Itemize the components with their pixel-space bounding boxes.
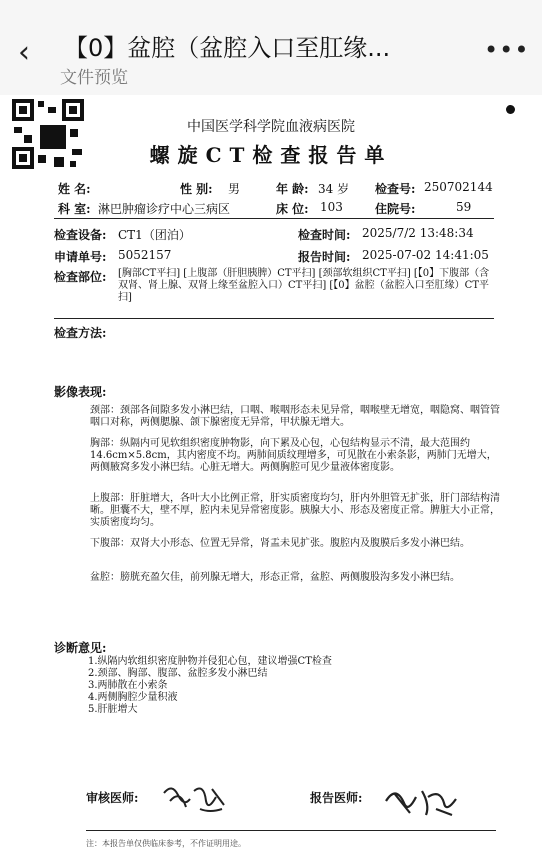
reviewer-signature	[160, 779, 230, 819]
name-label: 姓 名:	[58, 182, 91, 196]
device-value: CT1（团泊）	[118, 228, 191, 242]
bed-value: 103	[320, 200, 343, 214]
findings-neck: 颈部：颈部各间隙多发小淋巴结，口咽、喉咽形态未见异常，咽喉壁无增宽，咽隐窝、咽管管咽口对称，两侧腮腺、颌下腺密度无异常，甲状腺无增大。	[90, 405, 500, 428]
list-item: 4.两侧胸腔少量积液	[88, 692, 178, 703]
divider	[54, 318, 494, 319]
report-page	[0, 95, 542, 856]
back-chevron-icon[interactable]: ‹	[18, 35, 30, 70]
findings-label: 影像表现:	[54, 385, 107, 399]
list-item: 5.肝脏增大	[88, 704, 138, 715]
bullet-dot	[506, 105, 515, 114]
divider	[54, 218, 494, 219]
list-item: 2.颈部、胸部、腹部、盆腔多发小淋巴结	[88, 668, 268, 679]
reviewer-label: 审核医师:	[86, 791, 139, 805]
reporter-signature	[382, 783, 462, 821]
document-title: 【0】盆腔（盆腔入口至肛缘...	[64, 34, 391, 62]
inpatient-value: 59	[456, 200, 472, 214]
parts-label: 检查部位:	[54, 270, 107, 284]
request-no-value: 5052157	[118, 248, 172, 262]
age-value: 34 岁	[318, 182, 350, 196]
diagnosis-label: 诊断意见:	[54, 641, 107, 655]
dept-value: 淋巴肿瘤诊疗中心三病区	[98, 202, 231, 216]
bed-label: 床 位:	[276, 202, 309, 216]
exam-no-value: 250702144	[424, 180, 493, 194]
divider	[86, 830, 496, 831]
report-title: 螺旋CT检查报告单	[149, 143, 393, 167]
report-time-value: 2025-07-02 14:41:05	[362, 248, 489, 262]
hospital-name: 中国医学科学院血液病医院	[187, 119, 355, 135]
more-dots-icon[interactable]: •••	[484, 36, 530, 64]
findings-upper-abdomen: 上腹部：肝脏增大，各叶大小比例正常，肝实质密度均匀，肝内外胆管无扩张，肝门部结构清晰。胆囊不大，壁不厚，腔内未见异常密度影。胰腺大小、形态及密度正常。脾脏大小正常，实质密度均匀。	[90, 493, 500, 528]
findings-lower-abdomen: 下腹部：双肾大小形态、位置无异常，肾盂未见扩张。腹腔内及腹膜后多发小淋巴结。	[90, 538, 470, 549]
list-item: 3.两肺散在小索条	[88, 680, 168, 691]
request-no-label: 申请单号:	[54, 250, 107, 264]
exam-time-value: 2025/7/2 13:48:34	[362, 226, 474, 240]
inpatient-label: 住院号:	[375, 202, 416, 216]
device-label: 检查设备:	[54, 228, 107, 242]
file-preview-label: 文件预览	[60, 68, 128, 88]
age-label: 年 龄:	[276, 182, 309, 196]
gender-label: 性 别:	[180, 182, 213, 196]
exam-no-label: 检查号:	[375, 182, 416, 196]
diagnosis-list	[88, 656, 332, 716]
findings-chest: 胸部：纵隔内可见软组织密度肿物影，向下累及心包，心包结构显示不清，最大范围约14.6cm×5.8cm，其内密度不均。两肺间质纹理增多，可见散在小索条影，两肺门无增大，两侧腋窝多发小淋巴结。心脏无增大。两侧胸腔可见少量液体密度影。	[90, 438, 497, 473]
list-item: 1.纵隔内软组织密度肿物并侵犯心包，建议增强CT检查	[88, 656, 332, 667]
method-label: 检查方法:	[54, 326, 107, 340]
footer-note: 注：本报告单仅供临床参考，不作证明用途。	[86, 839, 246, 848]
exam-time-label: 检查时间:	[298, 228, 351, 242]
dept-label: 科 室:	[58, 202, 91, 216]
parts-value: [胸部CT平扫] [上腹部（肝胆胰脾）CT平扫] [颈部软组织CT平扫] [【0】下腹部（含双肾、肾上腺、双肾上缘至盆腔入口）CT平扫] [【0】盆腔（盆腔入口至肛缘）CT平扫]	[118, 268, 490, 303]
report-time-label: 报告时间:	[298, 250, 351, 264]
findings-pelvis: 盆腔：膀胱充盈欠佳，前列腺无增大，形态正常，盆腔、两侧腹股沟多发小淋巴结。	[90, 572, 460, 583]
app-header	[0, 0, 542, 95]
gender-value: 男	[228, 182, 241, 196]
reporter-label: 报告医师:	[310, 791, 363, 805]
